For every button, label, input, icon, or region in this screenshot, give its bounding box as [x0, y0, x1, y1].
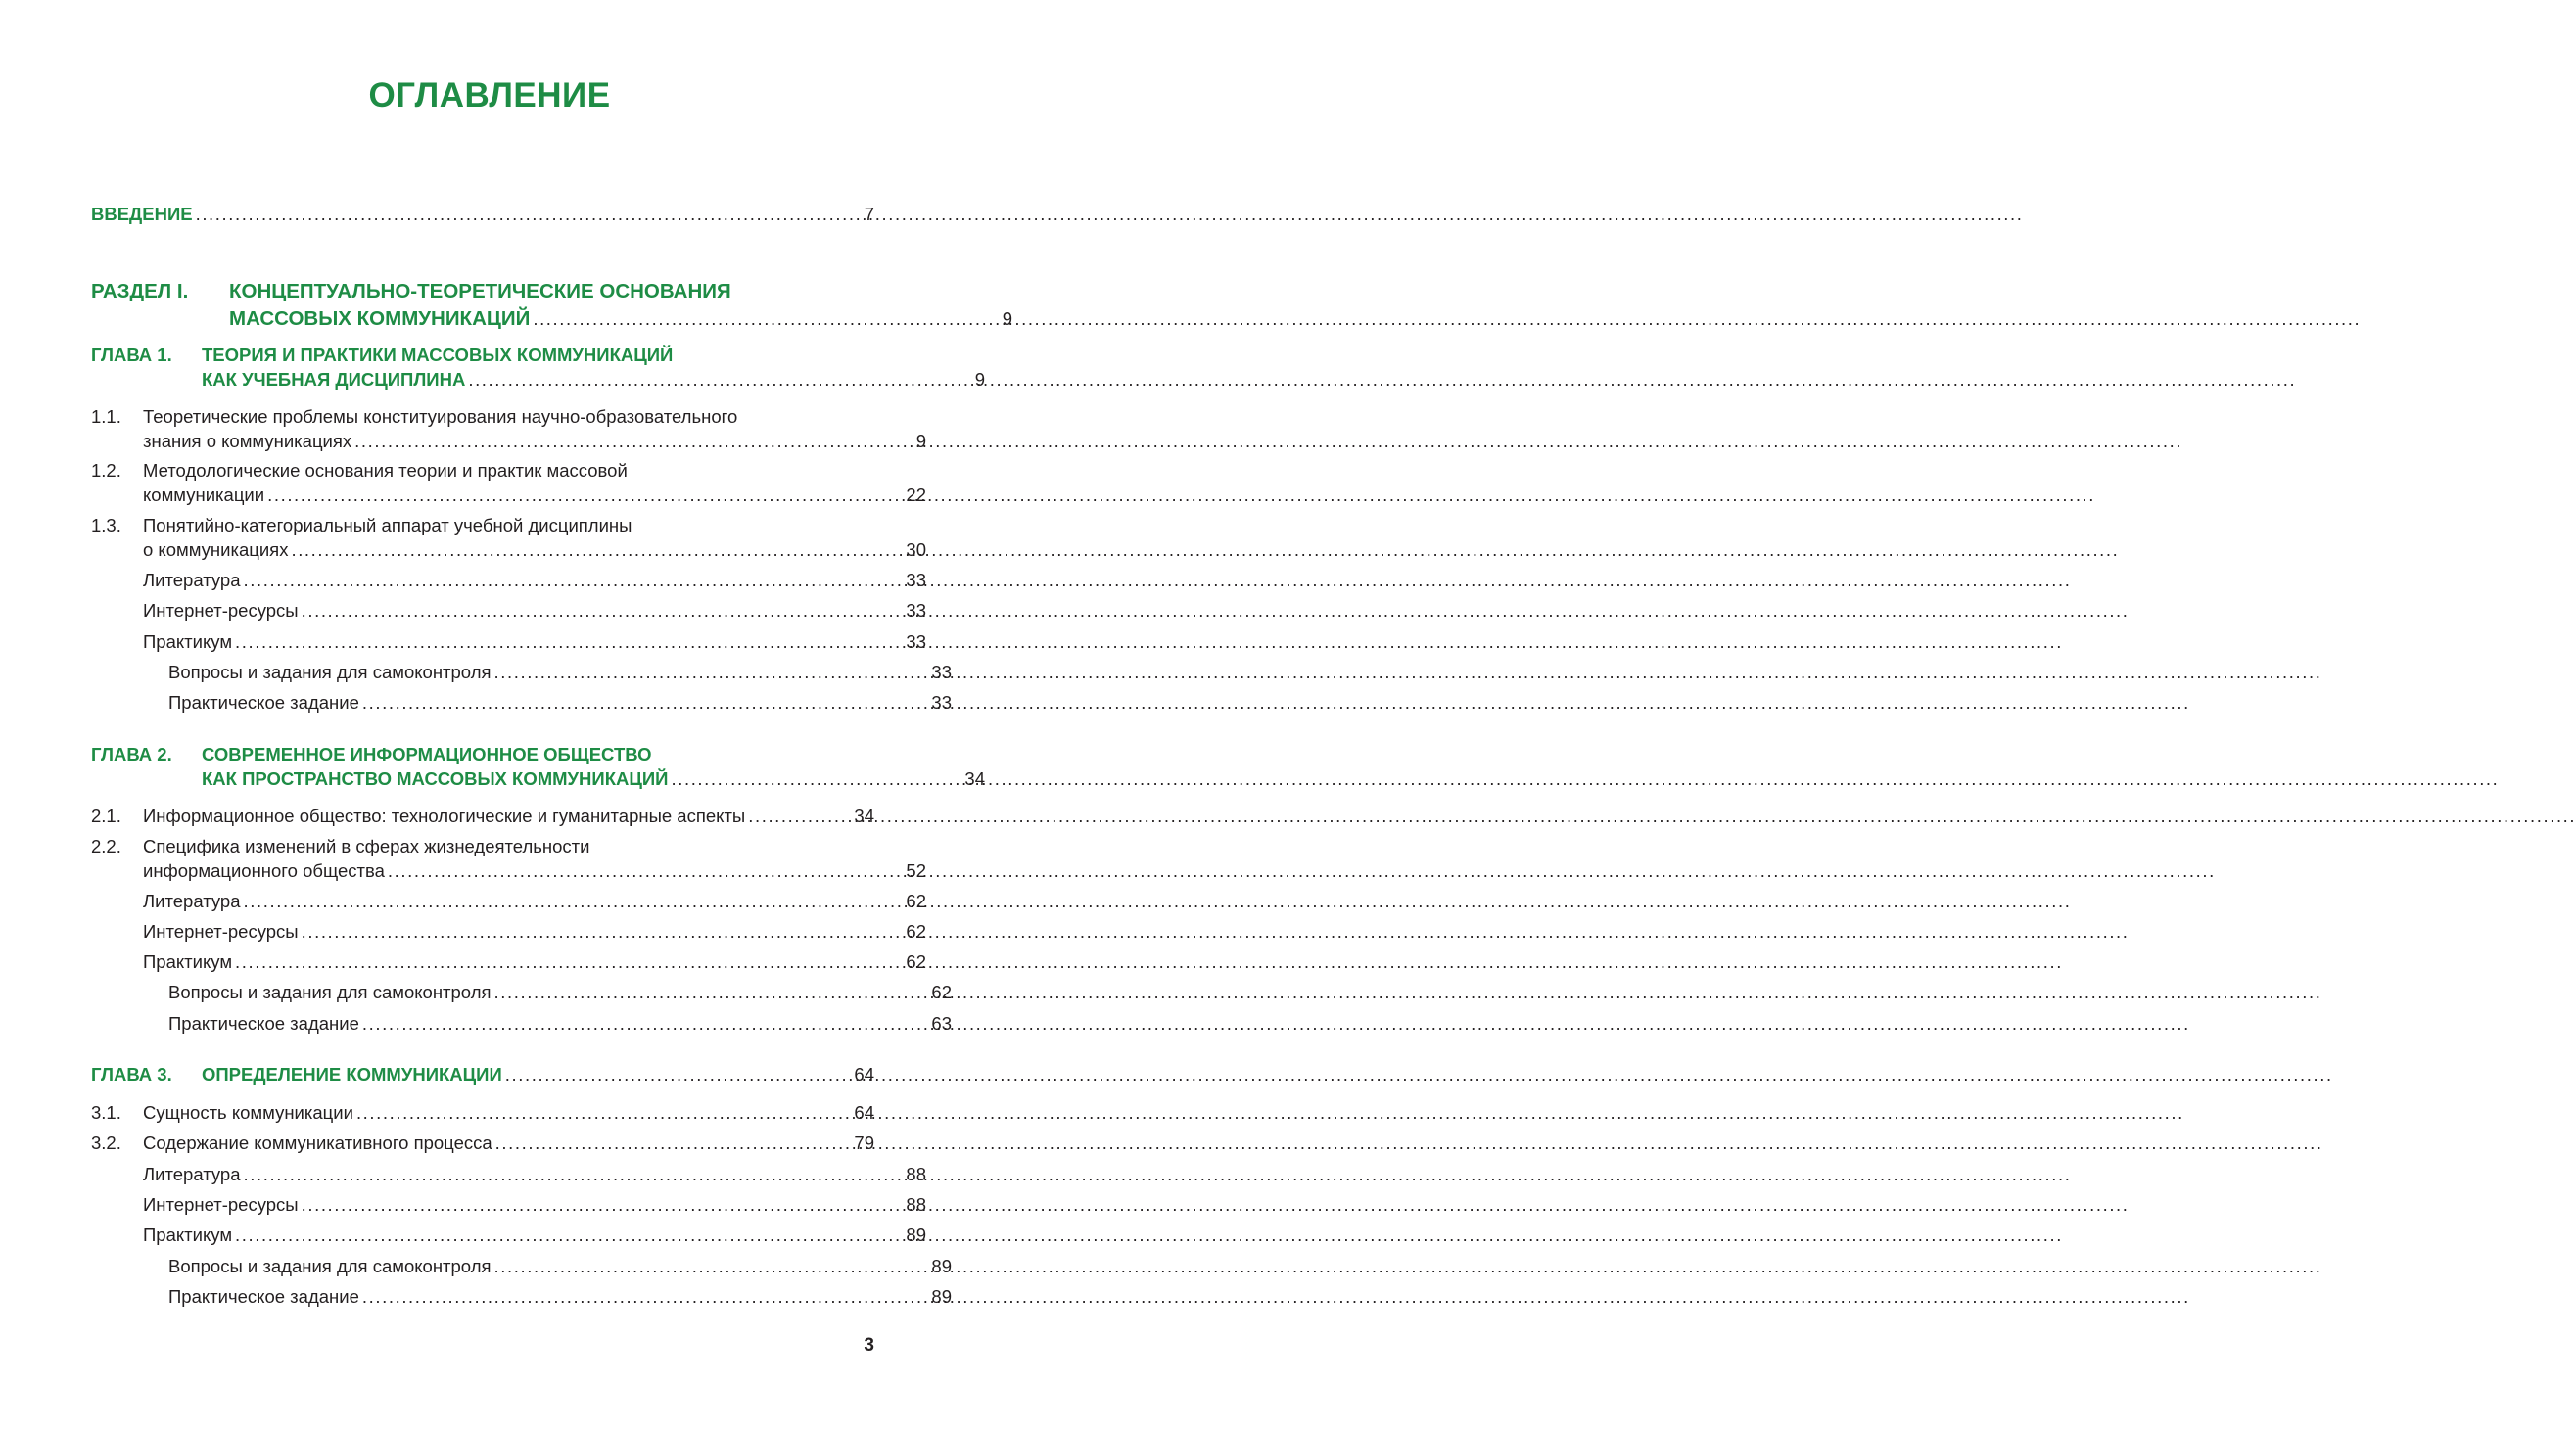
item-title-line2: информационного общества [143, 860, 385, 881]
toc-page: 7 [864, 204, 874, 224]
item-number: 1.3. [91, 515, 121, 535]
toc-label: Вопросы и задания для самоконтроля [168, 662, 492, 682]
toc-item-1-2[interactable] [91, 458, 926, 507]
dot-leader [196, 202, 862, 226]
toc-practicum-1[interactable] [91, 629, 926, 654]
toc-item-1-1[interactable] [91, 404, 926, 453]
toc-internet-2[interactable] [91, 919, 926, 944]
toc-page: 33 [931, 662, 952, 682]
item-title-line1: Сущность коммуникации [143, 1102, 353, 1123]
toc-label: Литература [143, 1164, 241, 1184]
toc-label: Интернет-ресурсы [143, 600, 299, 621]
page-title: ОГЛАВЛЕНИЕ [368, 76, 611, 115]
section-title-line2: МАССОВЫХ КОММУНИКАЦИЙ [229, 307, 531, 330]
dot-leader [671, 766, 961, 791]
toc-practicum-3[interactable] [91, 1223, 926, 1247]
toc-task-1[interactable] [91, 690, 952, 715]
dot-leader [244, 568, 904, 592]
toc-item-1-3[interactable] [91, 513, 926, 562]
toc-page: 79 [854, 1133, 874, 1153]
toc-chapter-1[interactable] [91, 343, 985, 392]
toc-label: Практикум [143, 631, 233, 652]
toc-item-3-1[interactable] [91, 1100, 874, 1125]
section-title-line1: КОНЦЕПТУАЛЬНО-ТЕОРЕТИЧЕСКИЕ ОСНОВАНИЯ [229, 280, 731, 302]
chapter-number: ГЛАВА 3. [91, 1064, 172, 1085]
toc-page: 9 [1002, 308, 1012, 329]
toc-page: 34 [854, 806, 874, 826]
toc-label: Практическое задание [168, 692, 359, 713]
toc-questions-3[interactable] [91, 1254, 952, 1278]
dot-leader [388, 858, 904, 883]
dot-leader [267, 483, 903, 507]
chapter-title-line1: СОВРЕМЕННОЕ ИНФОРМАЦИОННОЕ ОБЩЕСТВО [202, 744, 652, 764]
toc-task-3[interactable] [91, 1284, 952, 1309]
toc-internet-1[interactable] [91, 598, 926, 623]
item-number: 1.2. [91, 460, 121, 481]
toc-label: Практическое задание [168, 1013, 359, 1034]
chapter-title-line1: ОПРЕДЕЛЕНИЕ КОММУНИКАЦИИ [202, 1064, 502, 1085]
dot-leader [533, 305, 999, 333]
toc-page: 64 [854, 1102, 874, 1123]
item-title-line1: Методологические основания теории и практик массовой [143, 460, 628, 481]
toc-item-2-1[interactable] [91, 804, 874, 828]
toc-label: Практикум [143, 951, 233, 972]
toc-page: 88 [906, 1164, 926, 1184]
toc-internet-3[interactable] [91, 1192, 926, 1217]
toc-page: 34 [964, 768, 985, 789]
toc-practicum-2[interactable] [91, 949, 926, 974]
toc-page: 52 [906, 860, 926, 881]
dot-leader [494, 660, 929, 684]
dot-leader [468, 367, 971, 392]
toc-item-3-2[interactable] [91, 1131, 874, 1155]
dot-leader [362, 1011, 929, 1036]
chapter-title-line2: КАК УЧЕБНАЯ ДИСЦИПЛИНА [202, 369, 466, 390]
dot-leader [235, 949, 903, 974]
toc-label: Практикум [143, 1225, 233, 1245]
item-title-line1: Содержание коммуникативного процесса [143, 1133, 492, 1153]
dot-leader [302, 919, 904, 944]
item-number: 3.2. [91, 1133, 121, 1153]
item-number: 1.1. [91, 406, 121, 427]
toc-chapter-3[interactable] [91, 1062, 874, 1086]
chapter-number: ГЛАВА 2. [91, 744, 172, 764]
toc-page: 89 [931, 1286, 952, 1307]
dot-leader [244, 1162, 904, 1186]
toc-page: 30 [906, 539, 926, 560]
toc-label: Вопросы и задания для самоконтроля [168, 982, 492, 1002]
section-number: РАЗДЕЛ I. [91, 280, 189, 302]
item-title-line1: Понятийно-категориальный аппарат учебной дисциплины [143, 515, 632, 535]
item-title-line1: Специфика изменений в сферах жизнедеятельности [143, 836, 590, 856]
toc-page: 88 [906, 1194, 926, 1215]
toc-page: 64 [854, 1064, 874, 1085]
toc-chapter-2[interactable] [91, 742, 985, 791]
dot-leader [495, 1131, 852, 1155]
toc-label: Литература [143, 570, 241, 590]
item-title-line2: коммуникации [143, 485, 265, 505]
toc-label: Интернет-ресурсы [143, 921, 299, 942]
page-number: 3 [864, 1335, 874, 1356]
item-number: 2.1. [91, 806, 121, 826]
toc-label: Вопросы и задания для самоконтроля [168, 1256, 492, 1276]
toc-literature-1[interactable] [91, 568, 926, 592]
dot-leader [494, 980, 929, 1004]
toc-page: 33 [906, 570, 926, 590]
item-number: 3.1. [91, 1102, 121, 1123]
toc-literature-2[interactable] [91, 889, 926, 913]
dot-leader [748, 804, 851, 828]
item-title-line2: знания о коммуникациях [143, 431, 352, 451]
toc-page: 62 [906, 891, 926, 911]
dot-leader [244, 889, 904, 913]
toc-label: Литература [143, 891, 241, 911]
dot-leader [354, 429, 913, 453]
dot-leader [291, 537, 903, 562]
toc-page: 33 [906, 631, 926, 652]
item-title-line1: Теоретические проблемы конституирования научно-образовательного [143, 406, 738, 427]
item-title-line1: Информационное общество: технологические и гуманитарные аспекты [143, 806, 746, 826]
toc-page: 9 [915, 431, 926, 451]
item-number: 2.2. [91, 836, 121, 856]
toc-page: 63 [931, 1013, 952, 1034]
dot-leader [302, 598, 904, 623]
toc-item-2-2[interactable] [91, 834, 926, 883]
toc-page: 62 [931, 982, 952, 1002]
dot-leader [494, 1254, 929, 1278]
dot-leader [362, 1284, 929, 1309]
dot-leader [235, 629, 903, 654]
item-title-line2: о коммуникациях [143, 539, 289, 560]
dot-leader [505, 1062, 852, 1086]
dot-leader [356, 1100, 851, 1125]
toc-label: Интернет-ресурсы [143, 1194, 299, 1215]
toc-page: 33 [931, 692, 952, 713]
toc-questions-1[interactable] [91, 660, 952, 684]
toc-label: ВВЕДЕНИЕ [91, 204, 193, 224]
toc-page: 22 [906, 485, 926, 505]
toc-page: 9 [974, 369, 985, 390]
dot-leader [362, 690, 929, 715]
toc-entry-intro[interactable] [91, 202, 874, 226]
toc-page: 62 [906, 921, 926, 942]
chapter-title-line2: КАК ПРОСТРАНСТВО МАССОВЫХ КОММУНИКАЦИЙ [202, 768, 669, 789]
toc-label: Практическое задание [168, 1286, 359, 1307]
dot-leader [302, 1192, 904, 1217]
toc-page: 62 [906, 951, 926, 972]
toc-task-2[interactable] [91, 1011, 952, 1036]
dot-leader [235, 1223, 903, 1247]
chapter-number: ГЛАВА 1. [91, 345, 172, 365]
toc-page: 89 [931, 1256, 952, 1276]
toc-questions-2[interactable] [91, 980, 952, 1004]
toc-page: 89 [906, 1225, 926, 1245]
chapter-title-line1: ТЕОРИЯ И ПРАКТИКИ МАССОВЫХ КОММУНИКАЦИЙ [202, 345, 674, 365]
toc-page: 33 [906, 600, 926, 621]
toc-literature-3[interactable] [91, 1162, 926, 1186]
toc-section-1[interactable] [91, 278, 1012, 333]
